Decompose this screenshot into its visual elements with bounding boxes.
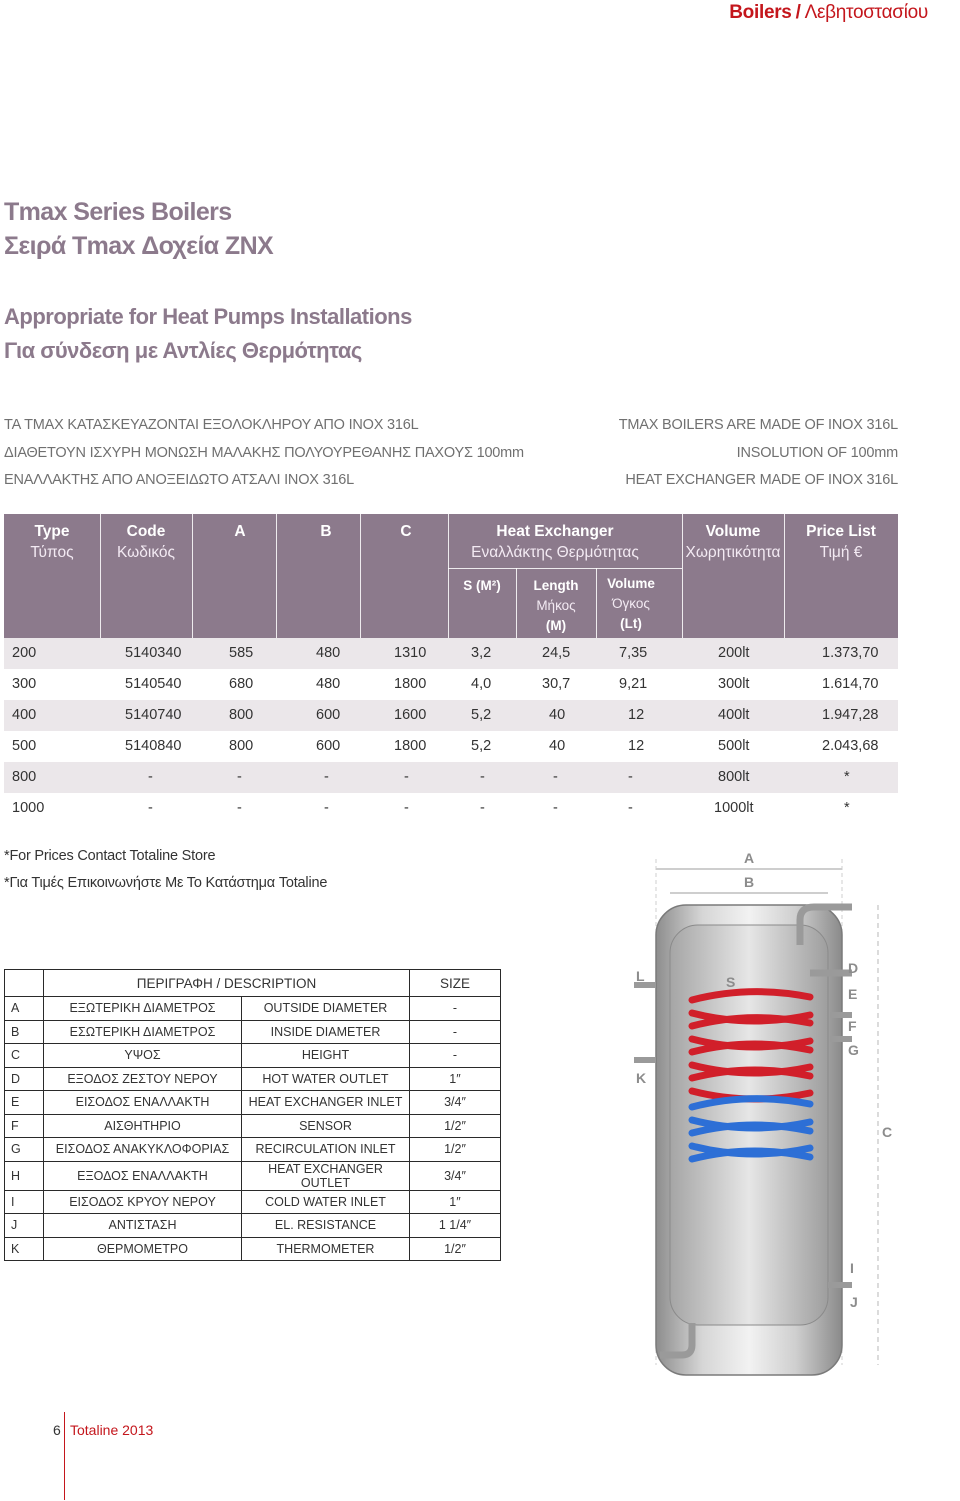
cell-price: *	[844, 800, 850, 816]
diagram-label: B	[744, 874, 755, 890]
cell-hx-volume: -	[628, 800, 633, 816]
note-gr: *Για Τιμές Επικοινωνήστε Με Το Κατάστημα Totaline	[4, 875, 328, 891]
table-row	[4, 762, 898, 793]
boiler-diagram	[620, 845, 920, 1385]
cell-volume: 400lt	[718, 707, 750, 723]
cell-s: -	[480, 769, 485, 785]
cell-length: 24,5	[542, 645, 571, 661]
cell-type: 1000	[12, 800, 45, 816]
header-b: B	[320, 523, 332, 540]
connection-description-table	[4, 969, 501, 1261]
intro-greek-line: ΕΝΑΛΛΑΚΤΗΣ ΑΠΟ ΑΝΟΞΕΙΔΩΤΟ ΑΤΣΑΛΙ INOX 316L	[4, 472, 355, 488]
cell-code: 5140340	[125, 645, 182, 661]
cell-length: -	[553, 800, 558, 816]
cell-c: -	[404, 769, 409, 785]
page-header-title	[729, 2, 928, 24]
cell-type: 800	[12, 769, 37, 785]
cell-a: -	[237, 769, 242, 785]
cell-price: *	[844, 769, 850, 785]
cell-a: 680	[229, 676, 254, 692]
cell-c: -	[404, 800, 409, 816]
cell-length: -	[553, 769, 558, 785]
table-row	[4, 700, 898, 731]
cell-code: -	[148, 800, 153, 816]
boiler-spec-table	[4, 514, 898, 824]
table-header	[4, 514, 898, 638]
cell-b: 480	[316, 645, 341, 661]
cell-hx-volume: 12	[628, 738, 645, 754]
intro-english-line: TMAX BOILERS ARE MADE OF INOX 316L	[618, 417, 898, 433]
table-row: F ΑΙΣΘΗΤΗΡΙΟ SENSOR 1/2″	[5, 1114, 501, 1138]
header-heat-exchanger: Heat Exchanger Εναλλάκτης Θερμότητας	[471, 523, 639, 561]
table-row: E ΕΙΣΟΔΟΣ ΕΝΑΛΛΑΚΤΗ HEAT EXCHANGER INLET 3/4″	[5, 1091, 501, 1115]
series-title-gr: Σειρά Tmax Δοχεία ΖΝΧ	[4, 232, 274, 260]
diagram-label: F	[848, 1018, 857, 1034]
cell-s: 5,2	[471, 707, 492, 723]
intro-english	[619, 412, 898, 495]
desc-header-row	[5, 970, 501, 997]
table-row	[4, 638, 898, 669]
diagram-label: L	[636, 968, 645, 984]
diagram-label: D	[848, 960, 859, 976]
install-title-gr: Για σύνδεση με Αντλίες Θερμότητας	[4, 338, 362, 363]
cell-volume: 800lt	[718, 769, 750, 785]
cell-type: 200	[12, 645, 37, 661]
cell-a: 585	[229, 645, 254, 661]
cell-price: 1.947,28	[822, 707, 879, 723]
cell-s: 5,2	[471, 738, 492, 754]
diagram-label: J	[850, 1294, 858, 1310]
footer-divider	[64, 1412, 65, 1500]
cell-length: 40	[549, 738, 566, 754]
cell-code: -	[148, 769, 153, 785]
cell-type: 300	[12, 676, 37, 692]
diagram-label: S	[726, 974, 736, 990]
table-row	[4, 731, 898, 762]
header-title-gr: Λεβητοστασίου	[804, 2, 928, 23]
cell-hx-volume: 9,21	[619, 676, 648, 692]
cell-a: 800	[229, 707, 254, 723]
header-type: Type Τύπος	[30, 523, 74, 561]
header-title-en: Boilers	[729, 2, 792, 23]
diagram-label: A	[744, 850, 755, 866]
cell-type: 400	[12, 707, 37, 723]
table-row: A ΕΞΩΤΕΡΙΚΗ ΔΙΑΜΕΤΡΟΣ OUTSIDE DIAMETER -	[5, 997, 501, 1021]
diagram-label: I	[850, 1260, 854, 1276]
cell-b: 480	[316, 676, 341, 692]
cell-hx-volume: 7,35	[619, 645, 648, 661]
table-row	[4, 793, 898, 824]
header-c: C	[400, 523, 412, 540]
cell-code: 5140540	[125, 676, 182, 692]
header-separator: /	[795, 2, 801, 23]
table-row: J ΑΝΤΙΣΤΑΣΗ EL. RESISTANCE 1 1/4″	[5, 1214, 501, 1238]
diagram-label: E	[848, 986, 858, 1002]
subheader-length: Length Μήκος (M)	[533, 578, 579, 633]
cell-type: 500	[12, 738, 37, 754]
cell-volume: 200lt	[718, 645, 750, 661]
install-title-en: Appropriate for Heat Pumps Installations	[4, 304, 412, 329]
diagram-label: C	[882, 1124, 893, 1140]
intro-greek-line: ΔΙΑΘΕΤΟΥΝ ΙΣΧΥΡΗ ΜΟΝΩΣΗ ΜΑΛΑΚΗΣ ΠΟΛΥΟΥΡΕΘΑΝΗΣ ΠΑΧΟΥΣ 100mm	[4, 444, 524, 461]
cell-s: 4,0	[471, 676, 492, 692]
table-row: B ΕΣΩΤΕΡΙΚΗ ΔΙΑΜΕΤΡΟΣ INSIDE DIAMETER -	[5, 1020, 501, 1044]
cell-length: 40	[549, 707, 566, 723]
cell-a: -	[237, 800, 242, 816]
cell-c: 1800	[394, 738, 427, 754]
cell-b: -	[324, 769, 329, 785]
cell-c: 1310	[394, 645, 427, 661]
table-row: D ΕΞΟΔΟΣ ΖΕΣΤΟΥ ΝΕΡΟΥ HOT WATER OUTLET 1″	[5, 1067, 501, 1091]
footer-text: Totaline 2013	[70, 1422, 154, 1438]
cell-b: -	[324, 800, 329, 816]
note-en: *For Prices Contact Totaline Store	[4, 848, 216, 864]
subheader-surface: S (M²)	[463, 578, 501, 593]
subheader-volume: Volume Όγκος (Lt)	[607, 576, 655, 631]
cell-s: -	[480, 800, 485, 816]
diagram-label: G	[848, 1042, 859, 1058]
diagram-label: K	[636, 1070, 647, 1086]
cell-price: 2.043,68	[822, 738, 879, 754]
table-row: I ΕΙΣΟΔΟΣ ΚΡΥΟΥ ΝΕΡΟΥ COLD WATER INLET 1″	[5, 1190, 501, 1214]
cell-a: 800	[229, 738, 254, 754]
table-row: C ΥΨΟΣ HEIGHT -	[5, 1044, 501, 1068]
cell-length: 30,7	[542, 676, 571, 692]
header-price: Price List Τιμή €	[806, 523, 876, 561]
table-row: G ΕΙΣΟΔΟΣ ΑΝΑΚΥΚΛΟΦΟΡΙΑΣ RECIRCULATION INLET 1/2″	[5, 1138, 501, 1162]
cell-volume: 300lt	[718, 676, 750, 692]
intro-greek-line: ΤΑ TMAX ΚΑΤΑΣΚΕΥΑΖΟΝΤΑΙ ΕΞΟΛΟΚΛΗΡΟΥ ΑΠΟ INOX 316L	[4, 417, 419, 433]
size-header: SIZE	[410, 970, 501, 997]
cell-s: 3,2	[471, 645, 492, 661]
series-title-en: Tmax Series Boilers	[4, 198, 232, 226]
cell-price: 1.614,70	[822, 676, 879, 692]
intro-english-line: HEAT EXCHANGER MADE OF INOX 316L	[625, 472, 898, 488]
cell-hx-volume: -	[628, 769, 633, 785]
cell-volume: 1000lt	[714, 800, 754, 816]
cell-price: 1.373,70	[822, 645, 879, 661]
cell-c: 1800	[394, 676, 427, 692]
table-row: H ΕΞΟΔΟΣ ΕΝΑΛΛΑΚΤΗ HEAT EXCHANGER OUTLET 3/4″	[5, 1161, 501, 1190]
intro-english-line: INSOLUTION OF 100mm	[736, 444, 898, 461]
cell-volume: 500lt	[718, 738, 750, 754]
table-row	[4, 669, 898, 700]
cell-b: 600	[316, 707, 341, 723]
cell-c: 1600	[394, 707, 427, 723]
cell-code: 5140740	[125, 707, 182, 723]
page-number: 6	[53, 1422, 61, 1438]
cell-code: 5140840	[125, 738, 182, 754]
cell-b: 600	[316, 738, 341, 754]
desc-header: ΠΕΡΙΓΡΑΦΗ / DESCRIPTION	[44, 970, 410, 997]
table-row: K ΘΕΡΜΟΜΕΤΡΟ THERMOMETER 1/2″	[5, 1237, 501, 1261]
intro-greek	[4, 412, 524, 495]
header-a: A	[234, 523, 246, 540]
header-code: Code Κωδικός	[117, 523, 175, 561]
header-volume: Volume Χωρητικότητα	[685, 523, 781, 561]
cell-hx-volume: 12	[628, 707, 645, 723]
